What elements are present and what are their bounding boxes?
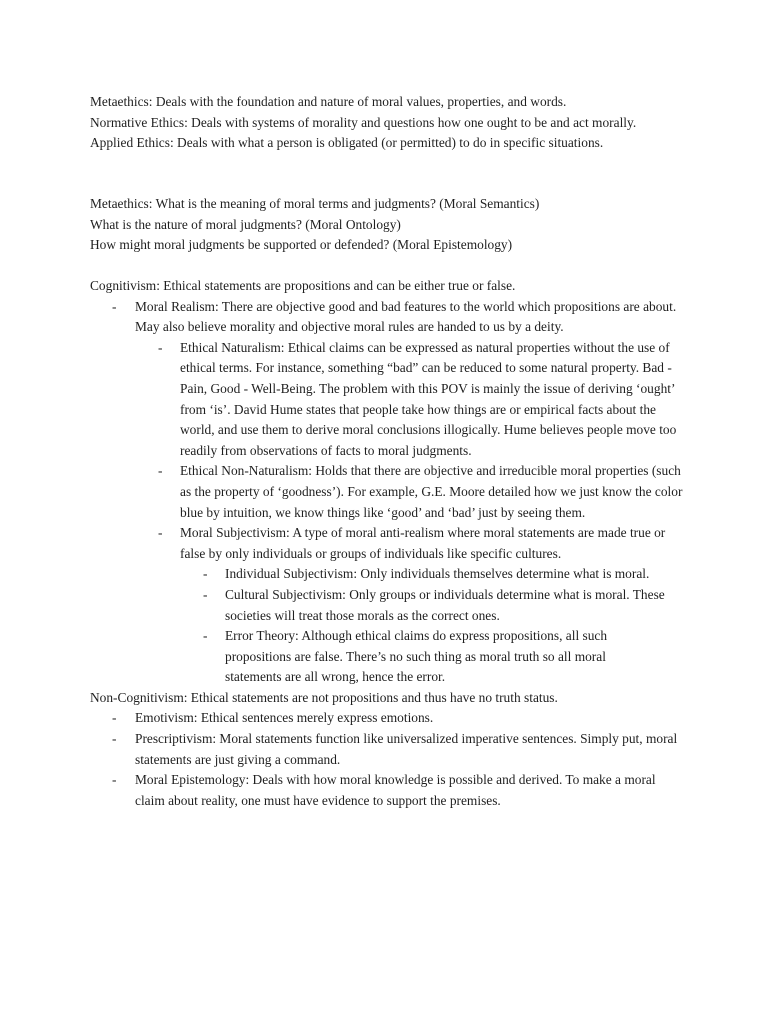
list-item [90, 708, 730, 729]
list-item [90, 585, 730, 626]
non-cognitivism-list [90, 708, 730, 811]
list-item [90, 461, 730, 523]
question-moral-semantics: Metaethics: What is the meaning of moral terms and judgments? (Moral Semantics) [90, 196, 540, 211]
bullet-dash: - [203, 586, 208, 602]
question-moral-ontology: What is the nature of moral judgments? (Moral Ontology) [90, 216, 401, 232]
cultural-subjectivism-text: Cultural Subjectivism: Only groups or individuals determine what is moral. These societies will treat those morals as the correct ones. [225, 586, 665, 623]
bullet-dash: - [112, 298, 117, 314]
bullet-dash: - [112, 731, 117, 747]
bullet-dash: - [158, 525, 163, 541]
bullet-dash: - [158, 339, 163, 355]
moral-subjectivism-text: Moral Subjectivism: A type of moral anti-realism where moral statements are made true or false by only individuals or groups of individuals like specific cultures. [180, 525, 666, 561]
moral-realism-text: Moral Realism: There are objective good and bad features to the world which propositions are about. May also believe morality and objective moral rules are handed to us by a deity. [135, 298, 677, 335]
list-item [90, 770, 730, 811]
metaethics-definition: Metaethics: Deals with the foundation and nature of moral values, properties, and words. [90, 94, 567, 109]
list-item [90, 729, 730, 770]
ethics-branches [90, 92, 690, 154]
list-item [90, 523, 730, 564]
list-item [90, 338, 730, 462]
bullet-dash: - [203, 566, 208, 582]
error-theory-text: Error Theory: Although ethical claims do express propositions, all such propositions are false. There’s no such thing as moral truth so all moral statements are all wrong, hence the error. [225, 628, 608, 685]
bullet-dash: - [203, 628, 208, 644]
bullet-dash: - [112, 772, 117, 788]
question-moral-epistemology: How might moral judgments be supported or defended? (Moral Epistemology) [90, 237, 513, 253]
list-item [90, 626, 730, 688]
prescriptivism-text: Prescriptivism: Moral statements function like universalized imperative sentences. Simply put, moral statements are just giving a command. [135, 731, 678, 767]
cognitivism-heading: Cognitivism: Ethical statements are propositions and can be either true or false. [90, 278, 516, 293]
individual-subjectivism-text: Individual Subjectivism: Only individuals themselves determine what is moral. [225, 566, 650, 582]
non-cognitivism-heading: Non-Cognitivism: Ethical statements are not propositions and thus have no truth status. [90, 689, 558, 705]
list-item [90, 297, 730, 338]
metaethics-questions [90, 194, 690, 256]
cognitivism-list [90, 297, 730, 688]
normative-ethics-definition: Normative Ethics: Deals with systems of morality and questions how one ought to be and act morally. [90, 114, 637, 130]
moral-epistemology-text: Moral Epistemology: Deals with how moral knowledge is possible and derived. To make a moral claim about reality, one must have evidence to support the premises. [135, 772, 656, 808]
applied-ethics-definition: Applied Ethics: Deals with what a person is obligated (or permitted) to do in specific situations. [90, 135, 604, 151]
bullet-dash: - [158, 463, 163, 479]
cognitivism-section [90, 276, 730, 811]
ethical-naturalism-text: Ethical Naturalism: Ethical claims can be expressed as natural properties without the use of ethical terms. For instance, something “bad” can be reduced to some natural property. Bad - Pain, Good - Well-Being. The problem with this POV is mainly the issue of deriving ‘ought’ from ‘is’. David Hume states that people take how things are or empirical facts about the world, and use them to derive moral conclusions illogically. Hume believes people move too readily from observations of facts to moral judgments. [180, 339, 677, 458]
bullet-dash: - [112, 710, 117, 726]
emotivism-text: Emotivism: Ethical sentences merely express emotions. [135, 710, 434, 726]
list-item [90, 564, 730, 585]
ethical-non-naturalism-text: Ethical Non-Naturalism: Holds that there are objective and irreducible moral properties (such as the property of ‘goodness’). For example, G.E. Moore detailed how we just know the color blue by intuition, we know things like ‘good’ and ‘bad’ just by seeing them. [180, 463, 683, 520]
